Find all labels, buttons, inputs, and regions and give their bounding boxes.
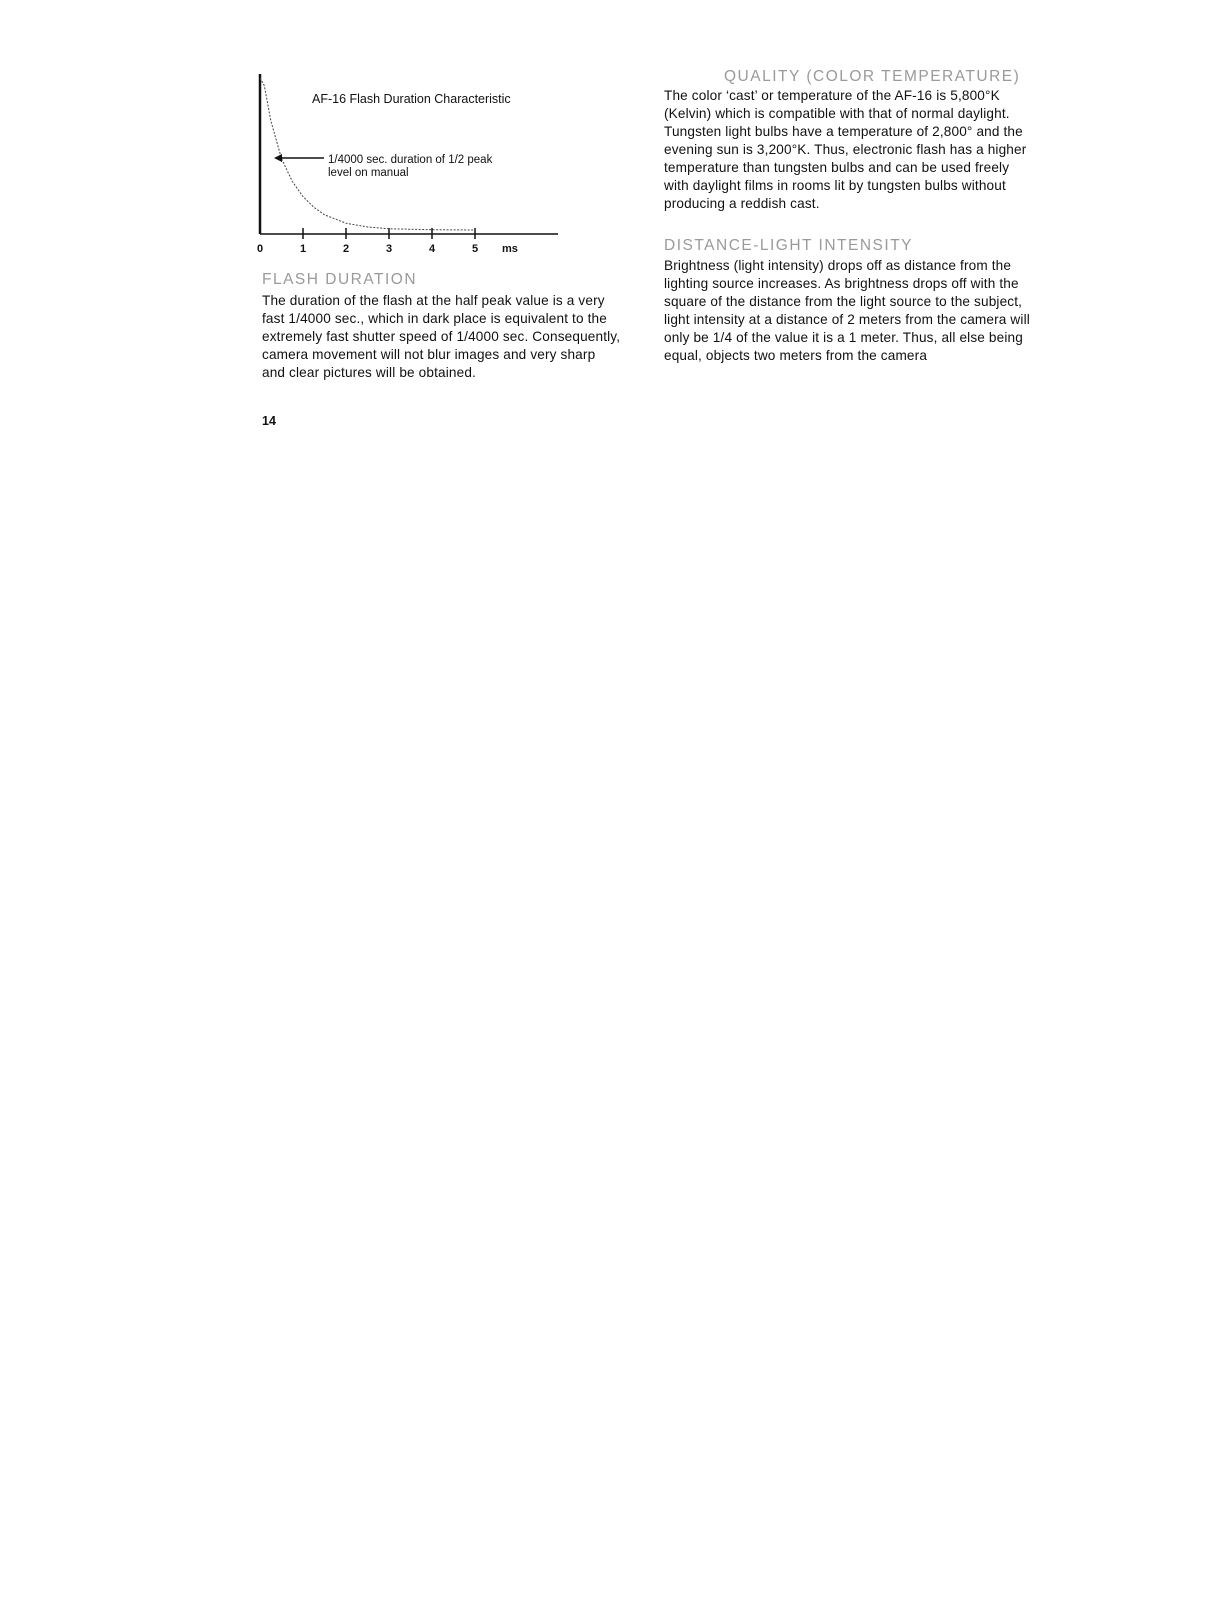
annotation-line-1: 1/4000 sec. duration of 1/2 peak xyxy=(328,154,493,166)
annotation-line-2: level on manual xyxy=(328,167,409,179)
annotation-arrow xyxy=(274,154,324,162)
flash-duration-chart xyxy=(258,72,578,262)
x-tick-label-5: 5 xyxy=(472,243,479,255)
x-tick-label-2: 2 xyxy=(343,243,350,255)
flash-duration-heading: FLASH DURATION xyxy=(262,271,418,288)
page-number: 14 xyxy=(262,414,276,428)
flash-duration-paragraph: The duration of the flash at the half peak value is a very fast 1/4000 sec., which in dark place is equivalent to the extremely fast shutter speed of 1/4000 sec. Consequently, camera movement will not blur images and very sharp and clear pictures will be obtained. xyxy=(262,293,621,380)
x-axis-label: ms xyxy=(502,243,518,255)
x-tick-label-4: 4 xyxy=(429,243,436,255)
distance-light-heading: DISTANCE-LIGHT INTENSITY xyxy=(664,237,914,254)
color-temperature-heading: QUALITY (COLOR TEMPERATURE) xyxy=(724,68,1021,85)
x-tick-labels xyxy=(257,243,478,255)
chart-title: AF-16 Flash Duration Characteristic xyxy=(312,92,511,106)
x-tick-label-0: 0 xyxy=(257,243,264,255)
x-tick-label-1: 1 xyxy=(300,243,307,255)
color-temperature-paragraph: The color ‘cast’ or temperature of the AF-16 is 5,800°K (Kelvin) which is compatible with that of normal daylight. Tungsten light bulbs have a temperature of 2,800° and the evening sun is 3,200°K. Thus, electronic flash has a higher temperature than tungsten bulbs and can be used freely with daylight films in rooms lit by tungsten bulbs without producing a reddish cast. xyxy=(664,88,1027,211)
distance-light-paragraph: Brightness (light intensity) drops off as distance from the lighting source increases. As brightness drops off with the square of the distance from the light source to the subject, light intensity at a distance of 2 meters from the camera will only be 1/4 of the value it is a 1 meter. Thus, all else being equal, objects two meters from the camera xyxy=(664,258,1030,363)
x-tick-label-3: 3 xyxy=(386,243,393,255)
